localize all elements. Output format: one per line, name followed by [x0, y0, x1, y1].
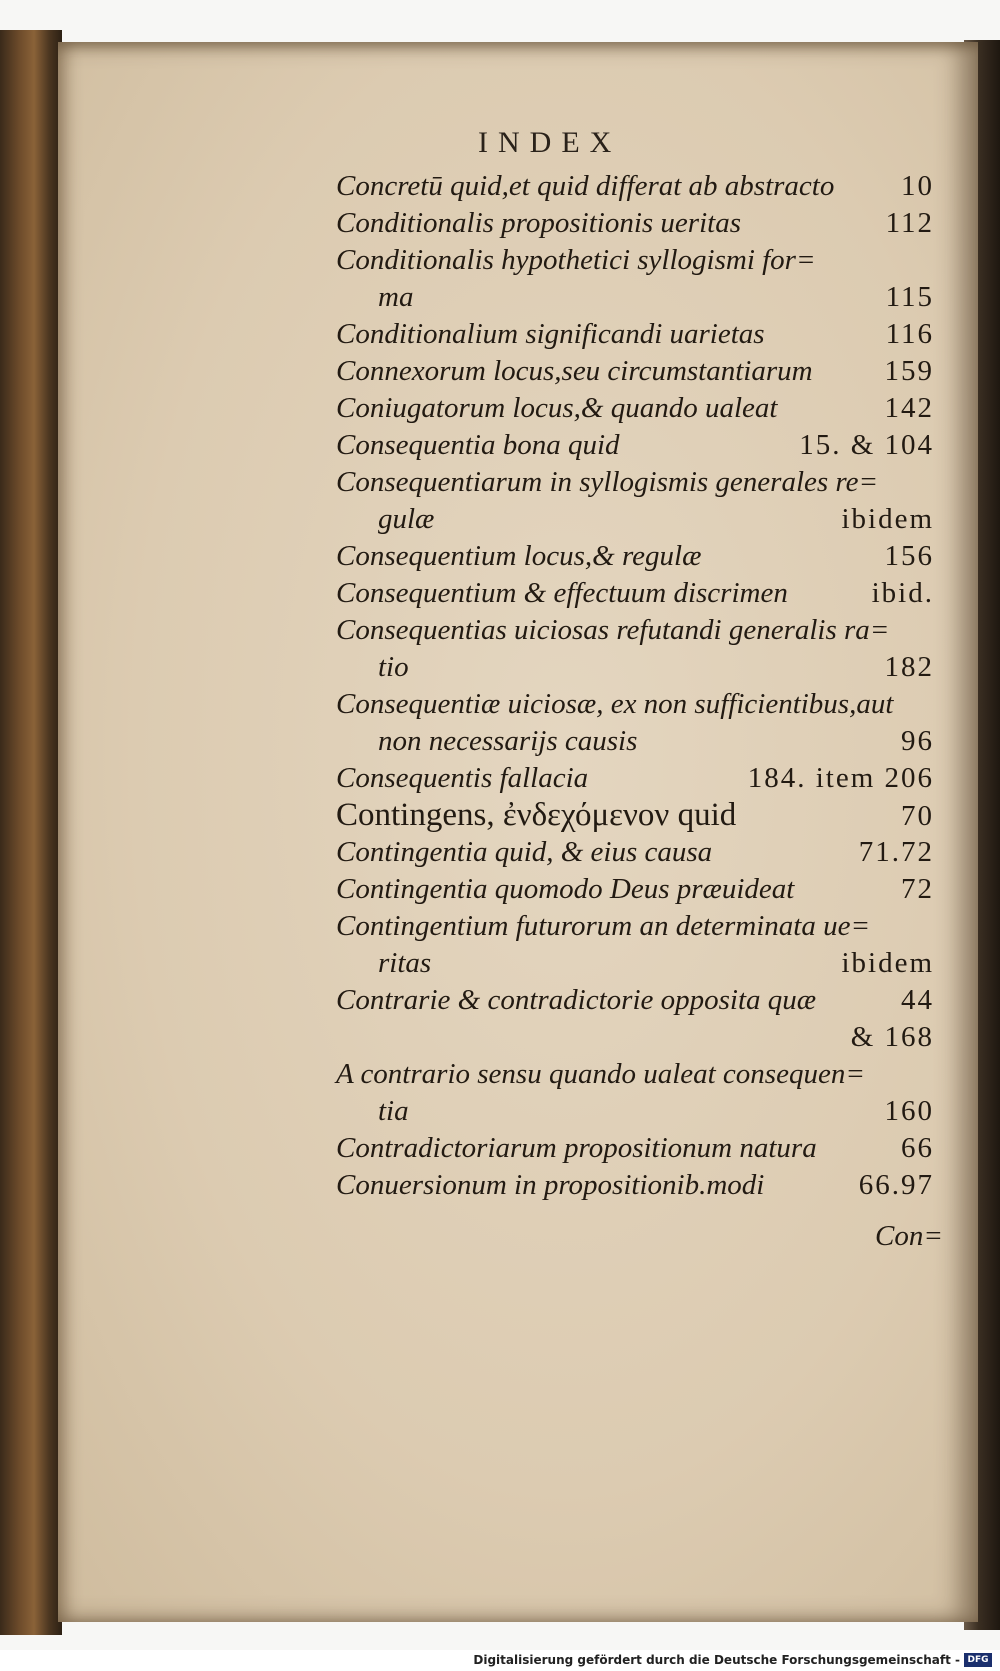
entry-line [336, 390, 934, 427]
entry-page-number: 72 [901, 873, 934, 905]
entry-text: Conditionalis hypothetici syllogismi for= [336, 244, 816, 276]
entry-text: tio [378, 651, 409, 683]
entry-page-number: 184. item 206 [747, 762, 934, 794]
index-entries [336, 168, 934, 1204]
entry-page-number: 44 [901, 984, 934, 1016]
entry-continuation-line [336, 1019, 934, 1056]
entry-text: A contrario sensu quando ualeat consequen= [336, 1058, 865, 1090]
entry-page-number: 112 [885, 207, 934, 239]
entry-line [336, 538, 934, 575]
entry-text: ritas [378, 947, 432, 979]
footer-bar [0, 1650, 1000, 1671]
index-entry [336, 168, 934, 205]
entry-text: ma [378, 281, 414, 313]
catchword: Con= [875, 1220, 943, 1252]
entry-text: Consequentiæ uiciosæ, ex non sufficientibus,aut [336, 688, 894, 720]
index-entry [336, 686, 934, 760]
entry-page-number: & 168 [850, 1021, 934, 1053]
entry-page-number: 70 [901, 800, 934, 832]
index-entry [336, 760, 934, 797]
entry-line [336, 575, 934, 612]
entry-line [336, 353, 934, 390]
index-entry [336, 390, 934, 427]
entry-page-number: 156 [884, 540, 934, 572]
entry-line [336, 168, 934, 205]
footer-credit: Digitalisierung gefördert durch die Deutsche Forschungsgemeinschaft - [473, 1653, 960, 1667]
index-entry [336, 1056, 934, 1130]
entry-line [336, 464, 934, 501]
index-entry [336, 242, 934, 316]
entry-line [336, 686, 934, 723]
book-binding [0, 30, 62, 1635]
entry-text: tia [378, 1095, 409, 1127]
entry-text: Consequentium & effectuum discrimen [336, 577, 788, 609]
entry-text: Consequentias uiciosas refutandi generalis ra= [336, 614, 890, 646]
index-entry [336, 353, 934, 390]
entry-page-number: 115 [885, 281, 934, 313]
entry-text: Consequentiarum in syllogismis generales re= [336, 466, 879, 498]
entry-line [336, 797, 934, 834]
entry-page-number: 182 [884, 651, 934, 683]
index-entry [336, 427, 934, 464]
entry-page-number: ibidem [841, 947, 934, 979]
entry-text: Conditionalis propositionis ueritas [336, 207, 741, 239]
entry-page-number: 160 [884, 1095, 934, 1127]
entry-line [336, 760, 934, 797]
entry-text: gulæ [378, 503, 435, 535]
entry-continuation-line [336, 649, 934, 686]
entry-text: Concretū quid,et quid differat ab abstracto [336, 170, 835, 202]
index-entry [336, 797, 934, 834]
entry-page-number: 71.72 [858, 836, 934, 868]
entry-page-number: 66 [901, 1132, 934, 1164]
entry-line [336, 427, 934, 464]
entry-text: Contingentium futurorum an determinata ue= [336, 910, 871, 942]
entry-line [336, 1130, 934, 1167]
index-entry [336, 908, 934, 982]
entry-line [336, 316, 934, 353]
entry-text: Contrarie & contradictorie opposita quæ [336, 984, 817, 1016]
entry-text: Consequentia bona quid [336, 429, 620, 461]
index-entry [336, 316, 934, 353]
entry-continuation-line [336, 723, 934, 760]
entry-continuation-line [336, 501, 934, 538]
entry-page-number: ibidem [841, 503, 934, 535]
entry-text: Contingentia quomodo Deus præuideat [336, 873, 795, 905]
entry-text: Coniugatorum locus,& quando ualeat [336, 392, 778, 424]
entry-line [336, 205, 934, 242]
entry-text: Contradictoriarum propositionum natura [336, 1132, 817, 1164]
index-entry [336, 464, 934, 538]
index-entry [336, 834, 934, 871]
entry-text: Consequentis fallacia [336, 762, 589, 794]
index-entry [336, 205, 934, 242]
index-entry [336, 575, 934, 612]
entry-continuation-line [336, 1093, 934, 1130]
entry-text: Contingens, ἐνδεχόμενον quid [336, 797, 737, 833]
entry-page-number: 15. & 104 [799, 429, 934, 461]
dfg-logo: DFG [964, 1653, 992, 1667]
index-entry [336, 871, 934, 908]
entry-line [336, 871, 934, 908]
entry-continuation-line [336, 945, 934, 982]
entry-page-number: 159 [884, 355, 934, 387]
index-entry [336, 538, 934, 575]
entry-page-number: 96 [901, 725, 934, 757]
index-entry [336, 982, 934, 1056]
entry-line [336, 908, 934, 945]
entry-text: Conditionalium significandi uarietas [336, 318, 765, 350]
index-entry [336, 612, 934, 686]
entry-text: Consequentium locus,& regulæ [336, 540, 702, 572]
index-entry [336, 1167, 934, 1204]
entry-continuation-line [336, 279, 934, 316]
entry-page-number: 116 [885, 318, 934, 350]
entry-line [336, 982, 934, 1019]
entry-page-number: 66.97 [858, 1169, 934, 1201]
entry-line [336, 1056, 934, 1093]
entry-line [336, 834, 934, 871]
entry-page-number: 142 [884, 392, 934, 424]
entry-text: Contingentia quid, & eius causa [336, 836, 713, 868]
entry-page-number: ibid. [871, 577, 934, 609]
entry-page-number: 10 [901, 170, 934, 202]
entry-line [336, 612, 934, 649]
page-header: INDEX [478, 126, 622, 159]
entry-text: non necessarijs causis [378, 725, 638, 757]
index-entry [336, 1130, 934, 1167]
entry-text: Connexorum locus,seu circumstantiarum [336, 355, 813, 387]
entry-text: Conuersionum in propositionib.modi [336, 1169, 765, 1201]
entry-line [336, 242, 934, 279]
entry-line [336, 1167, 934, 1204]
